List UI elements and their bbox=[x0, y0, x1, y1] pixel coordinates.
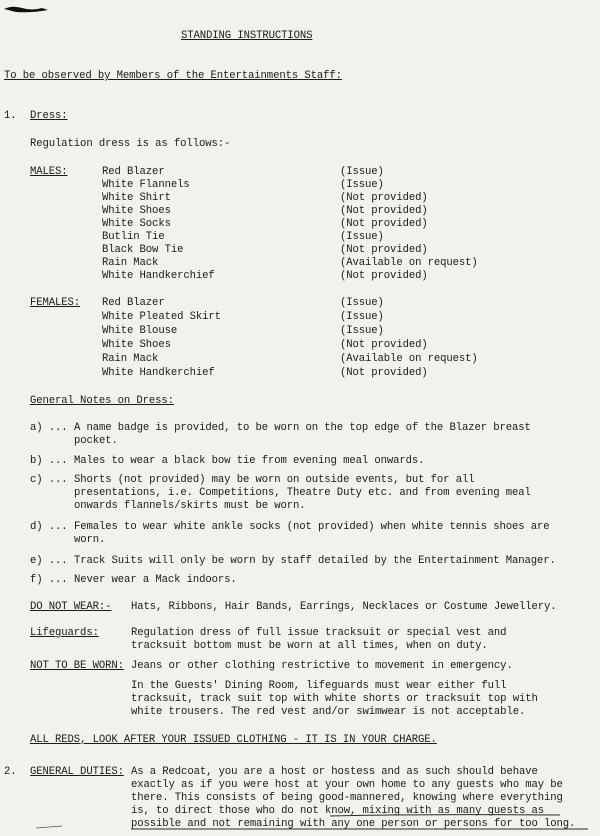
section-number: 1. bbox=[4, 110, 17, 122]
note-line: Females to wear white ankle socks (not provided) when white tennis shoes are bbox=[74, 521, 550, 533]
dining-room-line: In the Guests' Dining Room, lifeguards must wear either full bbox=[131, 680, 507, 692]
list-item-status: (Not provided) bbox=[340, 339, 428, 351]
document-title: STANDING INSTRUCTIONS bbox=[181, 30, 313, 42]
list-item: Rain Mack bbox=[102, 257, 159, 269]
all-reds-notice: ALL REDS, LOOK AFTER YOUR ISSUED CLOTHING - IT IS IN YOUR CHARGE. bbox=[30, 734, 437, 746]
note-label: f) ... bbox=[30, 574, 68, 586]
dress-intro: Regulation dress is as follows:- bbox=[30, 138, 231, 150]
list-item: Red Blazer bbox=[102, 166, 165, 178]
list-item: Rain Mack bbox=[102, 353, 159, 365]
duties-line: is, to direct those who do not know, mixing with as many guests as bbox=[131, 805, 544, 817]
list-item-status: (Not provided) bbox=[340, 367, 428, 379]
note-label: a) ... bbox=[30, 422, 68, 434]
males-label: MALES: bbox=[30, 166, 68, 178]
list-item: White Pleated Skirt bbox=[102, 311, 221, 323]
document-subtitle: To be observed by Members of the Entertainments Staff: bbox=[4, 70, 342, 82]
duties-line: As a Redcoat, you are a host or hostess and as such should behave bbox=[131, 766, 538, 778]
section-heading: GENERAL DUTIES: bbox=[30, 766, 124, 778]
lifeguards-line: tracksuit bottom must be worn at all times, when on duty. bbox=[131, 640, 488, 652]
list-item-status: (Available on request) bbox=[340, 353, 478, 365]
section-number: 2. bbox=[4, 766, 17, 778]
list-item: White Shoes bbox=[102, 339, 171, 351]
dining-room-line: white trousers. The red vest and/or swimwear is not acceptable. bbox=[131, 706, 526, 718]
females-label: FEMALES: bbox=[30, 297, 81, 309]
note-line: Never wear a Mack indoors. bbox=[74, 574, 237, 586]
list-item: White Shirt bbox=[102, 192, 171, 204]
list-item-status: (Not provided) bbox=[340, 218, 428, 230]
note-label: d) ... bbox=[30, 521, 68, 533]
list-item-status: (Not provided) bbox=[340, 205, 428, 217]
list-item-status: (Issue) bbox=[340, 325, 384, 337]
list-item: White Shoes bbox=[102, 205, 171, 217]
list-item: Red Blazer bbox=[102, 297, 165, 309]
list-item: White Flannels bbox=[102, 179, 190, 191]
list-item-status: (Available on request) bbox=[340, 257, 478, 269]
duties-line: possible and not remaining with any one person or persons for too long. bbox=[131, 818, 576, 830]
do-not-wear-text: Hats, Ribbons, Hair Bands, Earrings, Necklaces or Costume Jewellery. bbox=[131, 601, 557, 613]
note-label: b) ... bbox=[30, 455, 68, 467]
list-item: Butlin Tie bbox=[102, 231, 165, 243]
ink-smudge bbox=[2, 4, 50, 14]
list-item-status: (Issue) bbox=[340, 311, 384, 323]
list-item-status: (Not provided) bbox=[340, 244, 428, 256]
lifeguards-line: Regulation dress of full issue tracksuit or special vest and bbox=[131, 627, 507, 639]
list-item-status: (Issue) bbox=[340, 297, 384, 309]
list-item: White Handkerchief bbox=[102, 270, 215, 282]
list-item-status: (Issue) bbox=[340, 166, 384, 178]
not-to-be-worn-label: NOT TO BE WORN: bbox=[30, 660, 124, 672]
note-line: Track Suits will only be worn by staff detailed by the Entertainment Manager. bbox=[74, 555, 556, 567]
list-item: Black Bow Tie bbox=[102, 244, 184, 256]
not-to-be-worn-text: Jeans or other clothing restrictive to movement in emergency. bbox=[131, 660, 513, 672]
note-line: presentations, i.e. Competitions, Theatre Duty etc. and from evening meal bbox=[74, 487, 531, 499]
list-item-status: (Issue) bbox=[340, 179, 384, 191]
note-line: Males to wear a black bow tie from evening meal onwards. bbox=[74, 455, 425, 467]
lifeguards-label: Lifeguards: bbox=[30, 627, 99, 639]
list-item-status: (Issue) bbox=[340, 231, 384, 243]
list-item: White Blouse bbox=[102, 325, 178, 337]
note-line: onwards flannels/skirts must be worn. bbox=[74, 500, 306, 512]
list-item: White Socks bbox=[102, 218, 171, 230]
note-line: pocket. bbox=[74, 435, 118, 447]
note-line: Shorts (not provided) may be worn on outside events, but for all bbox=[74, 474, 475, 486]
note-label: c) ... bbox=[30, 474, 68, 486]
notes-heading: General Notes on Dress: bbox=[30, 395, 174, 407]
list-item-status: (Not provided) bbox=[340, 270, 428, 282]
duties-line: there. This consists of being good-mannered, knowing where everything bbox=[131, 792, 563, 804]
section-heading: Dress: bbox=[30, 110, 68, 122]
dining-room-line: tracksuit, track suit top with white shorts or tracksuit top with bbox=[131, 693, 538, 705]
duties-line: exactly as if you were host at your own home to any guests who may be bbox=[131, 779, 563, 791]
note-label: e) ... bbox=[30, 555, 68, 567]
list-item-status: (Not provided) bbox=[340, 192, 428, 204]
note-line: A name badge is provided, to be worn on the top edge of the Blazer breast bbox=[74, 422, 531, 434]
do-not-wear-label: DO NOT WEAR:- bbox=[30, 601, 112, 613]
note-line: worn. bbox=[74, 534, 106, 546]
list-item: White Handkerchief bbox=[102, 367, 215, 379]
